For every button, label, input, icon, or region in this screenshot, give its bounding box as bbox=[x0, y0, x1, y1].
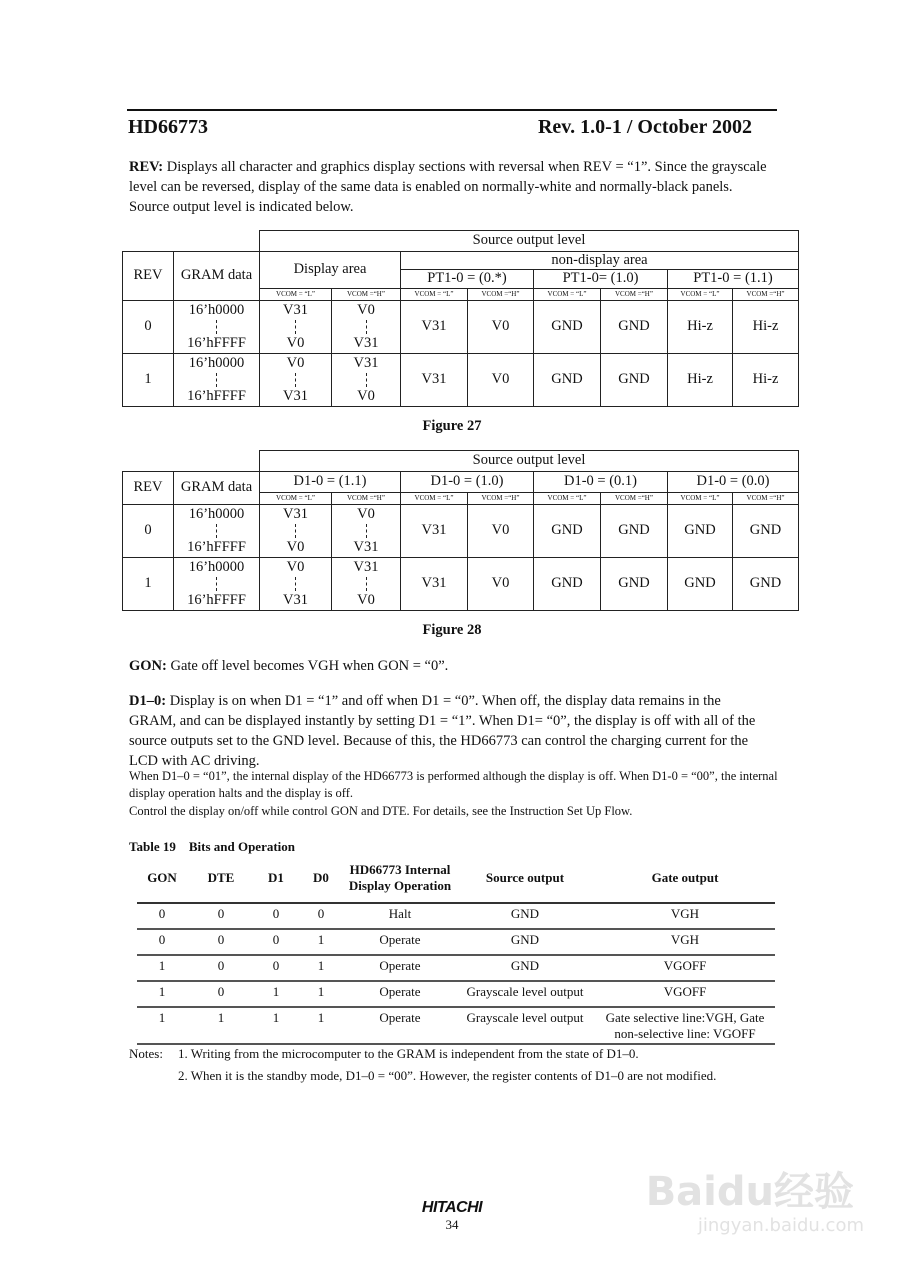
range-end: V31 bbox=[283, 387, 308, 404]
figure-28-table bbox=[122, 450, 799, 611]
output-value: V31 bbox=[401, 353, 468, 406]
output-value: GND bbox=[534, 504, 601, 557]
range-end: V0 bbox=[286, 538, 305, 555]
range-start: 16’h0000 bbox=[188, 505, 245, 522]
range-dotted-line bbox=[216, 320, 217, 334]
rev-header: REV bbox=[123, 471, 174, 504]
range-end: 16’hFFFF bbox=[187, 387, 246, 404]
range-start: V31 bbox=[353, 558, 379, 575]
output-value: V0 bbox=[468, 504, 534, 557]
header-row bbox=[137, 855, 775, 903]
value-range bbox=[260, 506, 331, 556]
table-cell: VGOFF bbox=[595, 955, 775, 981]
output-value: GND bbox=[668, 504, 733, 557]
note-2: 2. When it is the standby mode, D1–0 = “00”. However, the register contents of D1–0 are not modified. bbox=[178, 1068, 717, 1083]
range-start: V0 bbox=[286, 558, 305, 575]
rev-value: 0 bbox=[123, 300, 174, 353]
table-cell: 0 bbox=[187, 903, 255, 929]
value-range bbox=[260, 559, 331, 609]
table-cell: 1 bbox=[137, 981, 187, 1007]
output-value: V0 bbox=[468, 300, 534, 353]
range-start: V31 bbox=[353, 354, 379, 371]
table-cell: Gate selective line:VGH, Gate non-selective line: VGOFF bbox=[595, 1007, 775, 1044]
output-value: GND bbox=[534, 300, 601, 353]
table-cell: Operate bbox=[345, 929, 455, 955]
vcom-header: VCOM = “L” bbox=[260, 492, 332, 504]
doc-title: HD66773 bbox=[128, 116, 208, 138]
header-row bbox=[123, 251, 799, 269]
output-value: GND bbox=[733, 504, 799, 557]
header-row bbox=[123, 451, 799, 472]
range-start: 16’h0000 bbox=[188, 558, 245, 575]
output-value: V31 bbox=[401, 504, 468, 557]
control-note: Control the display on/off while control GON and DTE. For details, see the Instruction Set Up Flow. bbox=[129, 804, 633, 818]
value-range bbox=[260, 302, 331, 352]
table-cell: 0 bbox=[255, 955, 297, 981]
column-header: Source output bbox=[455, 855, 595, 903]
value-range bbox=[174, 506, 259, 556]
group-header: D1-0 = (1.1) bbox=[260, 471, 401, 492]
table-cell: GND bbox=[455, 929, 595, 955]
range-start: 16’h0000 bbox=[188, 301, 245, 318]
output-value: GND bbox=[733, 557, 799, 610]
output-value: GND bbox=[668, 557, 733, 610]
vcom-header: VCOM =“H” bbox=[468, 288, 534, 300]
vcom-header: VCOM = “L” bbox=[260, 288, 332, 300]
gon-paragraph bbox=[129, 656, 769, 676]
doc-revision: Rev. 1.0-1 / October 2002 bbox=[537, 116, 752, 138]
range-end: V0 bbox=[286, 334, 305, 351]
gram-data-header: GRAM data bbox=[174, 251, 260, 300]
d10-label: D1–0: bbox=[129, 693, 167, 709]
rev-value: 1 bbox=[123, 353, 174, 406]
page-number: 34 bbox=[445, 1217, 459, 1232]
table-cell: 0 bbox=[187, 929, 255, 955]
table-19-caption: Table 19 Bits and Operation bbox=[129, 839, 296, 854]
range-end: V31 bbox=[353, 538, 379, 555]
vcom-header: VCOM = “L” bbox=[668, 288, 733, 300]
group-header: D1-0 = (1.0) bbox=[401, 471, 534, 492]
rev-value: 1 bbox=[123, 557, 174, 610]
range-dotted-line bbox=[366, 320, 367, 334]
table-cell: 1 bbox=[255, 981, 297, 1007]
column-header: D1 bbox=[255, 855, 297, 903]
gon-label: GON: bbox=[129, 658, 167, 674]
table-cell: 0 bbox=[255, 903, 297, 929]
watermark-url: jingyan.baidu.com bbox=[697, 1215, 864, 1236]
display-area-header: Display area bbox=[260, 251, 401, 288]
vcom-header: VCOM = “L” bbox=[401, 492, 468, 504]
table-row bbox=[137, 1007, 775, 1044]
notes-label: Notes: bbox=[129, 1046, 163, 1061]
range-end: V0 bbox=[357, 591, 375, 608]
gram-data-header: GRAM data bbox=[174, 471, 260, 504]
table-cell: 1 bbox=[137, 1007, 187, 1044]
header-row bbox=[123, 471, 799, 492]
table-cell: 1 bbox=[137, 955, 187, 981]
gram-data-range bbox=[174, 504, 260, 557]
table-cell: 0 bbox=[187, 981, 255, 1007]
value-range bbox=[332, 559, 400, 609]
column-header: D0 bbox=[297, 855, 345, 903]
display-vcom-h-range bbox=[332, 353, 401, 406]
range-dotted-line bbox=[216, 577, 217, 591]
table-cell: 0 bbox=[297, 903, 345, 929]
range-dotted-line bbox=[295, 524, 296, 538]
vcom-header: VCOM =“H” bbox=[733, 492, 799, 504]
table-row bbox=[137, 929, 775, 955]
range-dotted-line bbox=[295, 577, 296, 591]
figure-27-caption: Figure 27 bbox=[422, 418, 482, 434]
table-cell: 0 bbox=[187, 955, 255, 981]
table-row bbox=[137, 981, 775, 1007]
vcom-header: VCOM = “L” bbox=[668, 492, 733, 504]
table-cell: Operate bbox=[345, 1007, 455, 1044]
table-cell: Grayscale level output bbox=[455, 1007, 595, 1044]
figure-27-table bbox=[122, 230, 799, 407]
vcom-header: VCOM =“H” bbox=[601, 288, 668, 300]
table-row bbox=[123, 353, 799, 406]
table-row bbox=[137, 903, 775, 929]
range-end: 16’hFFFF bbox=[187, 538, 246, 555]
output-value: GND bbox=[601, 504, 668, 557]
display-vcom-l-range bbox=[260, 300, 332, 353]
group-header: D1-0 = (0.1) bbox=[534, 471, 668, 492]
range-dotted-line bbox=[295, 320, 296, 334]
table-cell: VGH bbox=[595, 903, 775, 929]
table-cell: VGH bbox=[595, 929, 775, 955]
table-cell: 1 bbox=[255, 1007, 297, 1044]
value-range bbox=[332, 355, 400, 405]
table-cell: 1 bbox=[297, 955, 345, 981]
vcom-header: VCOM =“H” bbox=[468, 492, 534, 504]
range-start: 16’h0000 bbox=[188, 354, 245, 371]
range-start: V0 bbox=[286, 354, 305, 371]
table-row bbox=[123, 557, 799, 610]
rev-text: Displays all character and graphics display sections with reversal when REV = “1”. Since the grayscale level can be reversed, display of the same data is enabled on normally-white and normally-black panels. Source output level is indicated below. bbox=[129, 159, 767, 215]
rev-paragraph bbox=[129, 157, 769, 217]
group-header: PT1-0 = (1.1) bbox=[668, 269, 799, 288]
output-value: GND bbox=[534, 353, 601, 406]
output-value: Hi-z bbox=[668, 300, 733, 353]
output-value: V31 bbox=[401, 557, 468, 610]
output-value: GND bbox=[601, 353, 668, 406]
range-dotted-line bbox=[295, 373, 296, 387]
hitachi-logo: HITACHI bbox=[421, 1199, 483, 1216]
gram-data-range bbox=[174, 300, 260, 353]
range-end: V31 bbox=[283, 591, 308, 608]
display-vcom-l-range bbox=[260, 557, 332, 610]
table-cell: Operate bbox=[345, 981, 455, 1007]
range-end: 16’hFFFF bbox=[187, 591, 246, 608]
output-value: Hi-z bbox=[733, 300, 799, 353]
vcom-header: VCOM = “L” bbox=[534, 492, 601, 504]
group-header: PT1-0 = (0.*) bbox=[401, 269, 534, 288]
value-range bbox=[174, 302, 259, 352]
display-vcom-h-range bbox=[332, 504, 401, 557]
display-vcom-h-range bbox=[332, 300, 401, 353]
table-cell: Operate bbox=[345, 955, 455, 981]
header-rule bbox=[127, 109, 777, 111]
value-range bbox=[174, 559, 259, 609]
range-dotted-line bbox=[366, 373, 367, 387]
note-1: 1. Writing from the microcomputer to the GRAM is independent from the state of D1–0. bbox=[178, 1046, 639, 1061]
table-cell: GND bbox=[455, 955, 595, 981]
table-cell: 0 bbox=[255, 929, 297, 955]
watermark-brand: Baidu经验 bbox=[645, 1169, 854, 1215]
vcom-header: VCOM =“H” bbox=[332, 288, 401, 300]
output-value: Hi-z bbox=[668, 353, 733, 406]
output-value: V0 bbox=[468, 557, 534, 610]
range-end: 16’hFFFF bbox=[187, 334, 246, 351]
header-row bbox=[123, 231, 799, 252]
vcom-header: VCOM = “L” bbox=[401, 288, 468, 300]
range-dotted-line bbox=[216, 524, 217, 538]
range-end: V31 bbox=[353, 334, 379, 351]
table-row bbox=[123, 504, 799, 557]
gram-data-range bbox=[174, 353, 260, 406]
value-range bbox=[332, 302, 400, 352]
range-start: V0 bbox=[357, 505, 375, 522]
d10-note: When D1–0 = “01”, the internal display of the HD66773 is performed although the display is off. When D1-0 = “00”, the internal display operation halts and the display is off. bbox=[129, 769, 778, 800]
table-cell: Halt bbox=[345, 903, 455, 929]
value-range bbox=[332, 506, 400, 556]
range-start: V31 bbox=[283, 505, 308, 522]
vcom-header: VCOM =“H” bbox=[601, 492, 668, 504]
range-dotted-line bbox=[366, 577, 367, 591]
table-row bbox=[137, 955, 775, 981]
table-cell: 0 bbox=[137, 929, 187, 955]
figure-28-caption: Figure 28 bbox=[422, 622, 482, 638]
table-cell: Grayscale level output bbox=[455, 981, 595, 1007]
table-19 bbox=[137, 855, 775, 1045]
display-vcom-h-range bbox=[332, 557, 401, 610]
value-range bbox=[260, 355, 331, 405]
range-start: V0 bbox=[357, 301, 375, 318]
table-cell: GND bbox=[455, 903, 595, 929]
range-end: V0 bbox=[357, 387, 375, 404]
vcom-header: VCOM =“H” bbox=[332, 492, 401, 504]
display-vcom-l-range bbox=[260, 504, 332, 557]
output-value: GND bbox=[601, 300, 668, 353]
blank-corner bbox=[123, 231, 260, 252]
source-output-level-header: Source output level bbox=[260, 451, 799, 472]
table-cell: 0 bbox=[137, 903, 187, 929]
output-value: GND bbox=[601, 557, 668, 610]
non-display-area-header: non-display area bbox=[401, 251, 799, 269]
display-vcom-l-range bbox=[260, 353, 332, 406]
rev-header: REV bbox=[123, 251, 174, 300]
source-output-level-header: Source output level bbox=[260, 231, 799, 252]
output-value: V31 bbox=[401, 300, 468, 353]
table-cell: 1 bbox=[187, 1007, 255, 1044]
column-header: HD66773 Internal Display Operation bbox=[345, 855, 455, 903]
value-range bbox=[174, 355, 259, 405]
table-row bbox=[123, 300, 799, 353]
output-value: V0 bbox=[468, 353, 534, 406]
range-start: V31 bbox=[283, 301, 308, 318]
output-value: Hi-z bbox=[733, 353, 799, 406]
table-cell: 1 bbox=[297, 929, 345, 955]
rev-label: REV: bbox=[129, 159, 164, 175]
vcom-header: VCOM =“H” bbox=[733, 288, 799, 300]
column-header: Gate output bbox=[595, 855, 775, 903]
group-header: PT1-0= (1.0) bbox=[534, 269, 668, 288]
range-dotted-line bbox=[366, 524, 367, 538]
gram-data-range bbox=[174, 557, 260, 610]
d10-paragraph bbox=[129, 691, 769, 771]
table-cell: VGOFF bbox=[595, 981, 775, 1007]
gon-text: Gate off level becomes VGH when GON = “0”. bbox=[166, 658, 449, 674]
blank-corner bbox=[123, 451, 260, 472]
table-cell: 1 bbox=[297, 981, 345, 1007]
vcom-header: VCOM = “L” bbox=[534, 288, 601, 300]
group-header: D1-0 = (0.0) bbox=[668, 471, 799, 492]
column-header: DTE bbox=[187, 855, 255, 903]
range-dotted-line bbox=[216, 373, 217, 387]
column-header: GON bbox=[137, 855, 187, 903]
table-cell: 1 bbox=[297, 1007, 345, 1044]
d10-text: Display is on when D1 = “1” and off when D1 = “0”. When off, the display data remains in the GRAM, and can be displayed instantly by setting D1 = “1”. When D1= “0”, the display is off with all of the source outputs set to the GND level. Because of this, the HD66773 can control the charging current for the LCD with AC driving. bbox=[129, 693, 756, 769]
rev-value: 0 bbox=[123, 504, 174, 557]
output-value: GND bbox=[534, 557, 601, 610]
